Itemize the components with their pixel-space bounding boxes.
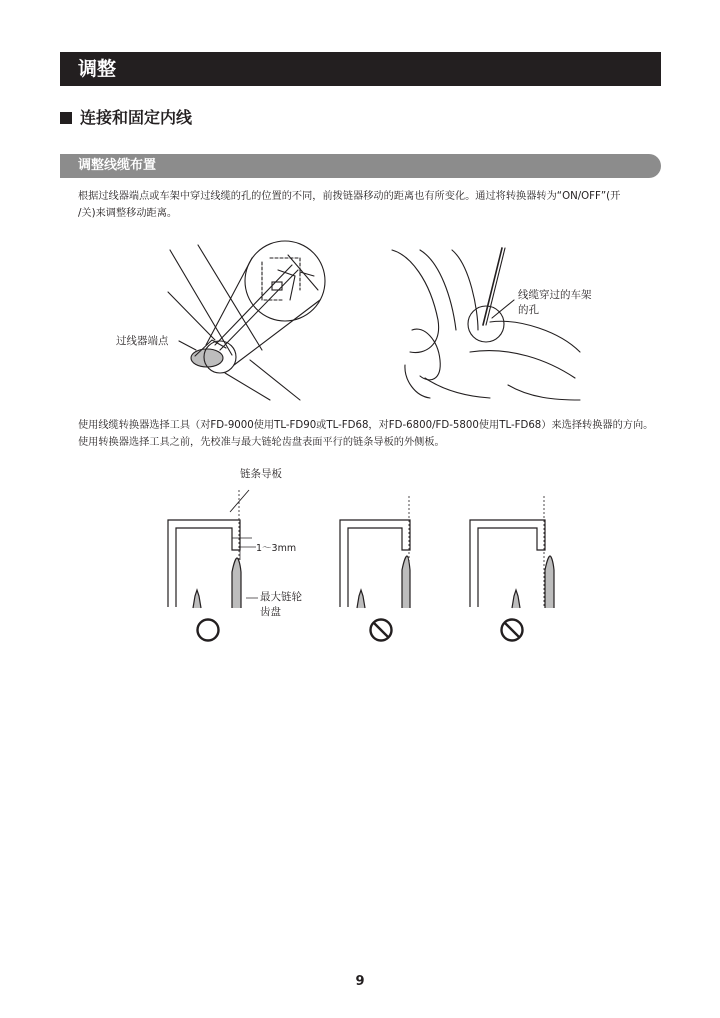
header-title: 调整: [78, 58, 117, 80]
sprocket-profile: [545, 556, 554, 608]
sprocket-label-line: 齿盘: [260, 606, 281, 618]
paragraph-line: 使用线缆转换器选择工具（对FD-9000使用TL-FD90或TL-FD68，对FD-6800/FD-5800使用TL-FD68）来选择转换器的方向。: [78, 420, 654, 431]
paragraph-line: 根据过线器端点或车架中穿过线缆的孔的位置的不同，前拨链器移动的距离也有所变化。通过将转换器转为“ON/OFF”(开: [78, 191, 621, 202]
correct-circle-icon: [198, 620, 219, 641]
frame-hole-label-line: 的孔: [518, 304, 539, 316]
chain-guide-outline: [168, 520, 240, 607]
page-number: 9: [355, 974, 365, 989]
paragraph-line: 使用转换器选择工具之前，先校准与最大链轮齿盘表面平行的链条导板的外侧板。: [78, 437, 445, 448]
gap-measurement-label: 1～3mm: [256, 543, 297, 554]
section-title: 连接和固定内线: [80, 108, 193, 127]
chain-guide-outline: [470, 520, 545, 607]
chain-guide-outline: [340, 520, 410, 607]
sprocket-label-line: 最大链轮: [260, 591, 302, 603]
prohibited-icon: [371, 620, 392, 641]
chain-guide-label: 链条导板: [240, 468, 282, 480]
cable-stop-label: 过线器端点: [116, 335, 169, 347]
sprocket-profile: [402, 556, 410, 608]
frame-hole-label-line: 线缆穿过的车架: [518, 289, 592, 301]
sprocket-profile: [232, 558, 241, 608]
prohibited-icon: [502, 620, 523, 641]
paragraph-line: /关)来调整移动距离。: [78, 208, 178, 219]
sprocket-label: [260, 590, 302, 620]
subsection-title: 调整线缆布置: [78, 158, 157, 173]
